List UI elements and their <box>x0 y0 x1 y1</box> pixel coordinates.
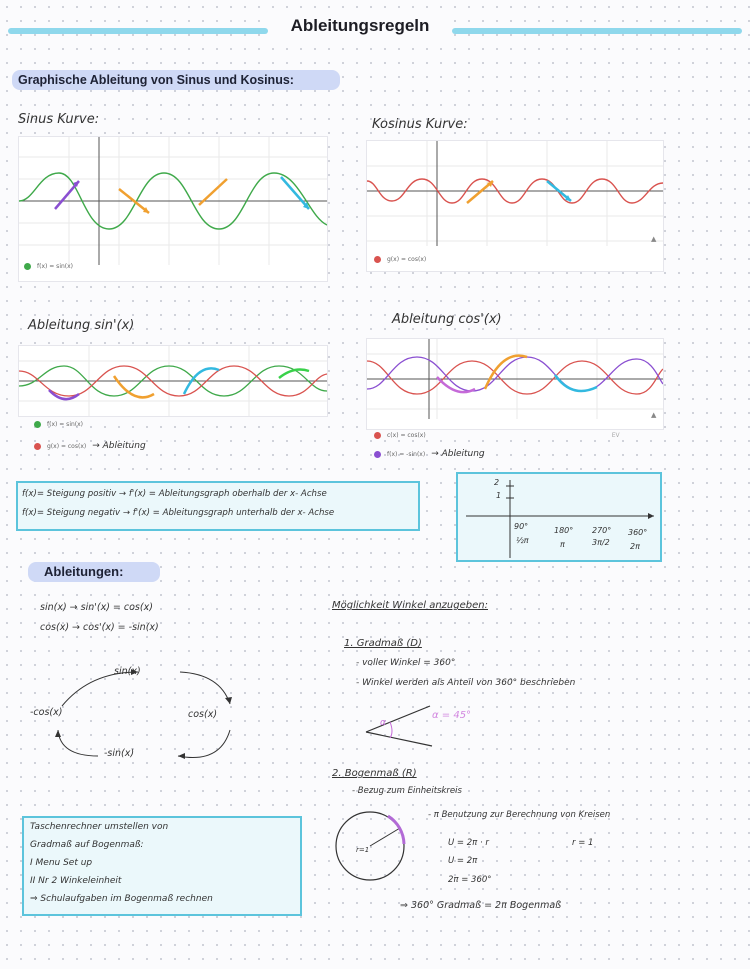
u-line1: U = 2π · r <box>448 838 489 848</box>
circle-r-label: r=1 <box>356 846 370 854</box>
legend-dot-red3 <box>374 432 381 439</box>
axis-y-one: 1 <box>496 491 502 500</box>
cycle-top: sin(x) <box>114 666 141 677</box>
calc-line1: Taschenrechner umstellen von <box>30 822 169 832</box>
final-equation: ⇒ 360° Gradmaß = 2π Bogenmaß <box>400 900 562 911</box>
title-bar-left <box>8 28 268 34</box>
r-equals: r = 1 <box>572 838 594 848</box>
sinus-label: Sinus Kurve: <box>18 112 100 127</box>
tick-2-rad: π <box>560 540 565 549</box>
legend-dot-green2 <box>34 421 41 428</box>
legend-minus-sin: f(x) = -sin(x) <box>387 450 426 458</box>
cycle-right: cos(x) <box>188 709 218 720</box>
kosinus-plot <box>367 141 663 271</box>
ableitung-sin-legend1 <box>34 421 83 428</box>
legend-dot-green <box>24 263 31 270</box>
legend-dot-purple <box>374 451 381 458</box>
bogen-line1: - Bezug zum Einheitskreis <box>352 786 462 796</box>
section-header-ableitungen: Ableitungen: <box>28 562 160 582</box>
rules-box <box>16 481 420 531</box>
legend-cos-g: g(x) = cos(x) <box>387 256 427 263</box>
axis-y-top: 2 <box>494 478 500 487</box>
title-bar-right <box>452 28 742 34</box>
ableitung-sin-orange <box>114 376 154 397</box>
unit-circle <box>332 806 412 886</box>
ableitung-sin-legend2 <box>34 441 146 451</box>
section-header-graphisch: Graphische Ableitung von Sinus und Kosinus: <box>12 70 340 90</box>
ableitung-sin-purple <box>49 390 79 399</box>
legend-sin-f: f(x) = sin(x) <box>37 263 74 270</box>
derivative-cycle <box>20 664 270 784</box>
page-title: Ableitungsregeln <box>270 16 450 36</box>
ableitung-note2: → Ableitung <box>431 449 485 459</box>
kosinus-home-icon: ▲ <box>651 235 657 243</box>
alpha-symbol: α <box>380 718 386 728</box>
deriv-line1: sin(x) → sin'(x) = cos(x) <box>40 602 153 613</box>
cycle-left: -cos(x) <box>30 707 63 718</box>
calc-line4: II Nr 2 Winkeleinheit <box>30 876 122 886</box>
pi-note: - π Benutzung zur Berechnung von Kreisen <box>428 810 611 820</box>
ableitung-sin-plot <box>19 346 327 416</box>
ableitung-sin-label: Ableitung sin'(x) <box>28 318 135 333</box>
ableitung-cos-home-icon: ▲ <box>651 411 657 419</box>
ableitung-cos-label: Ableitung cos'(x) <box>392 312 502 327</box>
alpha-value: α = 45° <box>432 710 472 721</box>
sinus-legend <box>24 263 73 270</box>
ableitung-cos-legend2 <box>374 449 485 459</box>
kosinus-label: Kosinus Kurve: <box>372 117 468 132</box>
cycle-bottom: -sin(x) <box>104 748 135 759</box>
rules-line1: f(x)= Steigung positiv → f'(x) = Ableitungsgraph oberhalb der x- Achse <box>22 489 327 499</box>
legend-cos-g2: g(x) = cos(x) <box>47 442 87 450</box>
tick-3-deg: 270° <box>592 526 612 535</box>
angle-sketch <box>360 700 440 750</box>
calc-box <box>22 816 302 916</box>
kosinus-legend <box>374 256 426 263</box>
u-line3: 2π = 360° <box>448 875 492 885</box>
rules-line2: f(x)= Steigung negativ → f'(x) = Ableitungsgraph unterhalb der x- Achse <box>22 508 335 518</box>
legend-ev: EV <box>611 432 620 439</box>
grad-title: 1. Gradmaß (D) <box>344 638 422 649</box>
tick-1-rad: ½π <box>516 536 529 545</box>
axis-box <box>456 472 662 562</box>
ableitung-note1: → Ableitung <box>92 441 146 451</box>
grad-line2: - Winkel werden als Anteil von 360° beschrieben <box>356 678 576 688</box>
tick-3-rad: 3π/2 <box>592 538 610 547</box>
legend-dot-red <box>374 256 381 263</box>
ableitung-cos-cyan <box>555 375 597 391</box>
legend-dot-red2 <box>34 443 41 450</box>
tick-4-deg: 360° <box>628 528 648 537</box>
sinus-arrow-down2 <box>281 177 309 209</box>
tick-4-rad: 2π <box>630 542 640 551</box>
legend-cos-c: c(x) = cos(x) <box>387 432 426 439</box>
ableitung-sin-graph <box>18 345 328 417</box>
kosinus-graph <box>366 140 664 272</box>
u-line2: U = 2π <box>448 856 478 866</box>
sinus-graph <box>18 136 328 282</box>
ableitung-cos-graph <box>366 338 664 430</box>
tick-2-deg: 180° <box>554 526 574 535</box>
legend-sin-f2: f(x) = sin(x) <box>47 421 84 428</box>
calc-line3: I Menu Set up <box>30 858 93 868</box>
angle-heading: Möglichkeit Winkel anzugeben: <box>332 600 488 611</box>
ableitung-cos-plot <box>367 339 663 429</box>
tick-1-deg: 90° <box>514 522 529 531</box>
sinus-plot <box>19 137 327 281</box>
grad-line1: - voller Winkel = 360° <box>356 658 456 668</box>
calc-line2: Gradmaß auf Bogenmaß: <box>30 840 144 850</box>
deriv-line2: cos(x) → cos'(x) = -sin(x) <box>40 622 159 633</box>
ableitung-cos-legend1 <box>374 432 620 439</box>
calc-line5: ⇒ Schulaufgaben im Bogenmaß rechnen <box>30 894 213 904</box>
bogen-title: 2. Bogenmaß (R) <box>332 768 417 779</box>
